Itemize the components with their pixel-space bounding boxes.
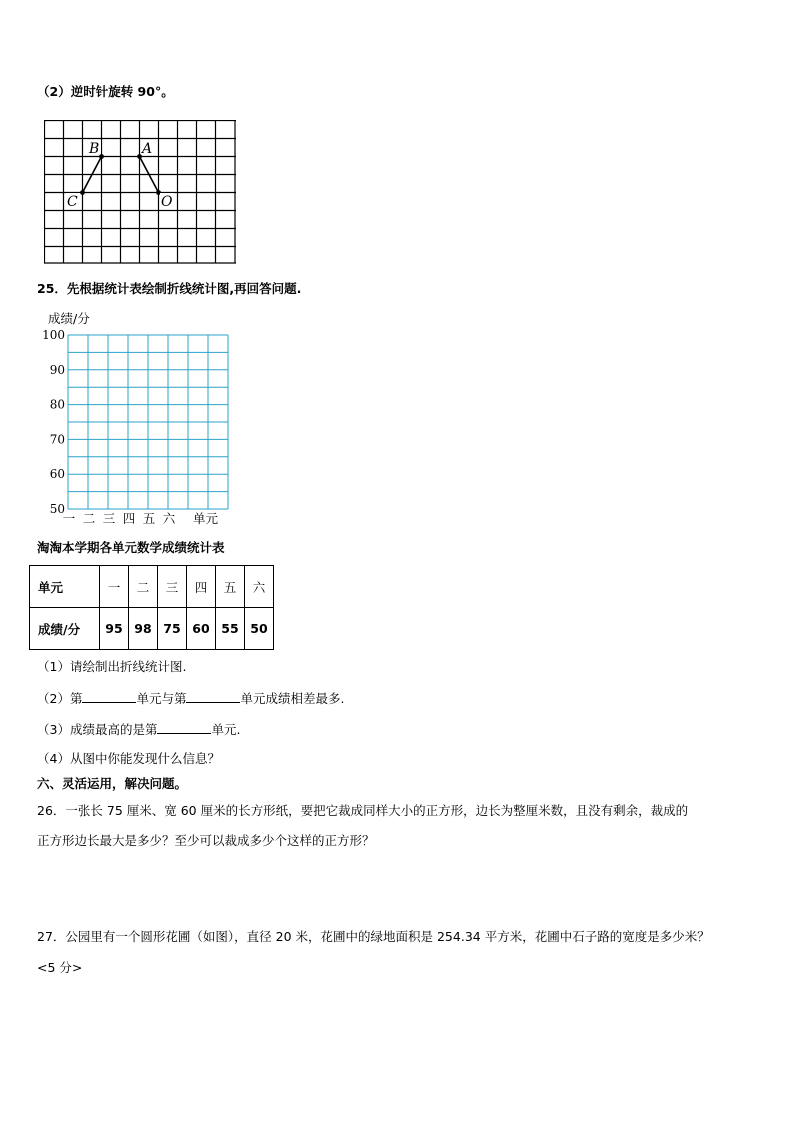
y-tick-label: 50 — [49, 502, 65, 516]
q25-title: 25．先根据统计表绘制折线统计图,再回答问题. — [37, 281, 302, 296]
table-caption: 淘淘本学期各单元数学成绩统计表 — [37, 540, 225, 555]
table-header-score: 成绩/分 — [30, 608, 100, 650]
y-tick-label: 90 — [49, 362, 65, 377]
table-cell: 五 — [216, 566, 245, 608]
point-c — [80, 190, 85, 195]
table-cell: 98 — [129, 608, 158, 650]
label-o: O — [161, 194, 173, 210]
table-cell: 三 — [158, 566, 187, 608]
answer-blank[interactable] — [82, 690, 136, 703]
q25-sub2-b: 单元与第 — [136, 691, 187, 706]
q27-score: <5 分> — [37, 960, 83, 975]
q26-line1: 26．一张长 75 厘米、宽 60 厘米的长方形纸，要把它裁成同样大小的正方形，边长为整厘米数，且没有剩余，裁成的 — [37, 803, 689, 818]
q25-sub1: （1）请绘制出折线统计图. — [37, 659, 187, 674]
y-tick-label: 100 — [42, 328, 65, 342]
line-chart-grid — [40, 308, 240, 528]
q25-sub4: （4）从图中你能发现什么信息？ — [37, 751, 220, 766]
table-cell: 95 — [100, 608, 129, 650]
q27-line1: 27．公园里有一个圆形花圃（如图），直径 20 米，花圃中的绿地面积是 254.34 平方米，花圃中石子路的宽度是多少米？ — [37, 929, 710, 944]
table-cell: 50 — [245, 608, 274, 650]
q25-sub3-a: （3）成绩最高的是第 — [37, 722, 158, 737]
chart-xlabel: 单元 — [193, 511, 219, 526]
section-six-heading: 六、灵活运用，解决问题。 — [37, 776, 188, 791]
score-table — [29, 565, 274, 650]
table-cell: 75 — [158, 608, 187, 650]
y-tick-label: 80 — [49, 397, 65, 412]
answer-blank[interactable] — [157, 721, 211, 734]
table-cell: 55 — [216, 608, 245, 650]
chart-ylabel: 成绩/分 — [48, 311, 90, 326]
x-tick-label: 六 — [162, 511, 176, 526]
point-b — [99, 154, 104, 159]
table-cell: 一 — [100, 566, 129, 608]
rotation-grid — [44, 120, 238, 264]
q25-sub3 — [37, 721, 240, 738]
y-tick-label: 60 — [49, 467, 65, 482]
table-cell: 六 — [245, 566, 274, 608]
y-tick-label: 70 — [49, 432, 65, 447]
q24-part2-instruction: （2）逆时针旋转 90°。 — [37, 84, 174, 99]
table-row-scores — [30, 608, 274, 650]
q26-line2: 正方形边长最大是多少？至少可以裁成多少个这样的正方形？ — [37, 833, 375, 848]
x-tick-label: 四 — [122, 511, 136, 526]
x-tick-label: 二 — [82, 511, 96, 526]
label-b: B — [89, 141, 100, 157]
table-cell: 四 — [187, 566, 216, 608]
x-tick-label: 五 — [142, 511, 156, 526]
label-a: A — [142, 141, 153, 157]
answer-blank[interactable] — [186, 690, 240, 703]
q25-sub3-b: 单元. — [211, 722, 241, 737]
q25-sub2 — [37, 690, 344, 707]
x-tick-label: 三 — [102, 511, 116, 526]
x-tick-label: 一 — [62, 511, 76, 526]
table-cell: 60 — [187, 608, 216, 650]
q25-sub2-c: 单元成绩相差最多. — [240, 691, 345, 706]
label-c: C — [67, 194, 78, 210]
table-cell: 二 — [129, 566, 158, 608]
q25-sub2-a: （2）第 — [37, 691, 83, 706]
table-row-units — [30, 566, 274, 608]
table-header-unit: 单元 — [30, 566, 100, 608]
